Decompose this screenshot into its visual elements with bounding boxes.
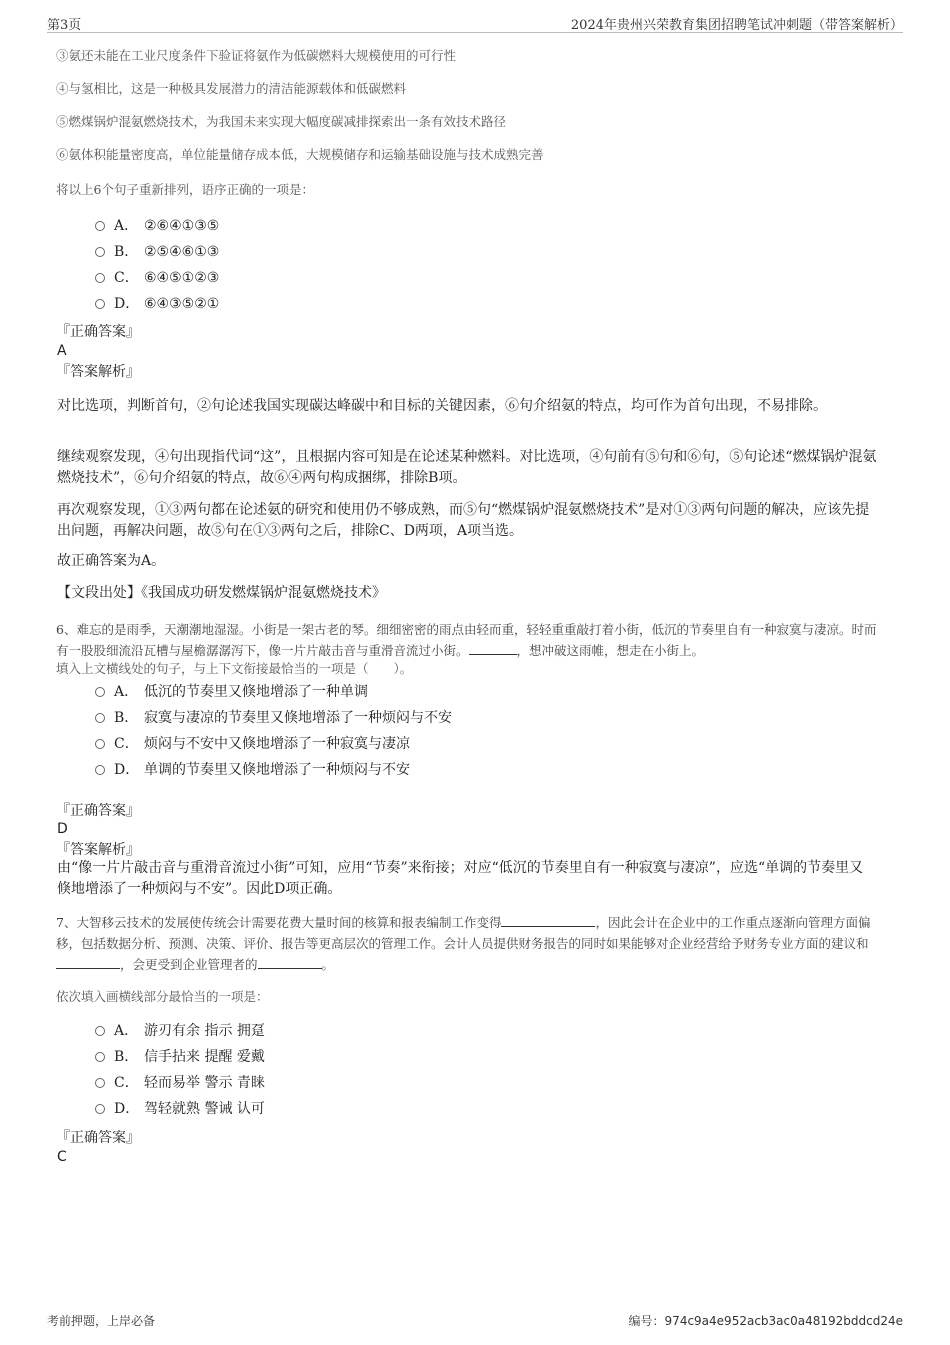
q6-option-b[interactable]: B． 寂寞与凄凉的节奏里又倏地增添了一种烦闷与不安 [95,708,452,728]
q7-option-a[interactable]: A． 游刃有余 指示 拥趸 [95,1021,265,1041]
document-code: 编号：974c9a4e952acb3ac0a48192bddcd24e [628,1314,903,1328]
radio-icon[interactable] [95,765,105,775]
radio-icon[interactable] [95,1026,105,1036]
radio-icon[interactable] [95,221,105,231]
q6-option-a[interactable]: A． 低沉的节奏里又倏地增添了一种单调 [95,682,368,702]
q5-sentence-4: ④与氢相比，这是一种极具发展潜力的清洁能源载体和低碳燃料 [56,81,407,96]
q5-option-b[interactable]: B． ②⑤④⑥①③ [95,242,219,262]
radio-icon[interactable] [95,1078,105,1088]
q7-blank-3 [258,955,322,969]
q5-answer: A [57,343,67,359]
document-title: 2024年贵州兴荣教育集团招聘笔试冲刺题（带答案解析） [570,18,903,33]
q7-stem: 7、大智移云技术的发展使传统会计需要花费大量时间的核算和报表编制工作变得 ，因此会计在企业中的工作重点逐渐向管理方面偏移，包括数据分析、预测、决策、评价、报告等更高层次的管理工作。会计人员提供财务报告的同时如果能够对企业经营给予财务专业方面的建议和，会更受到企业管理者的 。 [56,915,871,972]
radio-icon[interactable] [95,713,105,723]
q5-source: 【文段出处】《我国成功研发燃煤锅炉混氨燃烧技术》 [57,585,386,601]
q6-analysis: 由“像一片片敲击音与重滑音流过小街”可知，应用“节奏”来衔接；对应“低沉的节奏里自有一种寂寞与凄凉”，应选“单调的节奏里又倏地增添了一种烦闷与不安”。因此D项正确。 [57,860,864,897]
page-number: 第3页 [47,18,82,33]
radio-icon[interactable] [95,687,105,697]
q5-analysis-p4: 故正确答案为A。 [57,553,166,569]
q6-stem: 6、难忘的是雨季，天潮潮地湿湿。小街是一架古老的琴。细细密密的雨点由轻而重，轻轻重重敲打着小街，低沉的节奏里自有一种寂寞与凄凉。时而有一股股细流沿瓦槽与屋檐潺潺泻下，像一片片敲击音与重滑音流过小街。 ，想冲破这雨帷，想走在小街上。 [56,622,877,658]
q6-option-c[interactable]: C． 烦闷与不安中又倏地增添了一种寂寞与凄凉 [95,734,410,754]
q5-option-a[interactable]: A． ②⑥④①③⑤ [95,216,219,236]
header-divider [47,32,903,33]
q5-analysis-p1: 对比选项，判断首句，②句论述我国实现碳达峰碳中和目标的关键因素，⑥句介绍氨的特点，均可作为首句出现，不易排除。 [57,398,827,414]
q5-prompt: 将以上6个句子重新排列，语序正确的一项是： [56,182,314,197]
q6-answer-label: 『正确答案』 [56,803,140,819]
q5-answer-label: 『正确答案』 [56,324,140,340]
page-header [47,14,903,32]
q7-option-c[interactable]: C． 轻而易举 警示 青睐 [95,1073,265,1093]
q7-answer: C [57,1149,67,1165]
q5-analysis-label: 『答案解析』 [56,364,140,380]
q5-option-d[interactable]: D． ⑥④③⑤②① [95,294,219,314]
q5-option-c[interactable]: C． ⑥④⑤①②③ [95,268,219,288]
q7-prompt: 依次填入画横线部分最恰当的一项是： [56,989,269,1004]
q6-prompt: 填入上文横线处的句子，与上下文衔接最恰当的一项是（ ）。 [56,661,413,676]
radio-icon[interactable] [95,273,105,283]
radio-icon[interactable] [95,1052,105,1062]
q5-sentence-6: ⑥氨体积能量密度高，单位能量储存成本低，大规模储存和运输基础设施与技术成熟完善 [56,147,544,162]
radio-icon[interactable] [95,739,105,749]
q6-analysis-label: 『答案解析』 [56,842,140,858]
q7-option-b[interactable]: B． 信手拈来 提醒 爱戴 [95,1047,265,1067]
q7-blank-1 [501,913,595,927]
q6-blank [469,641,517,655]
radio-icon[interactable] [95,299,105,309]
q5-analysis-p2: 继续观察发现，④句出现指代词“这”，且根据内容可知是在论述某种燃料。对比选项，④句前有⑤句和⑥句，⑤句论述“燃煤锅炉混氨燃烧技术”，⑥句介绍氨的特点，故⑥④两句构成捆绑，排除B项。 [57,449,877,486]
q6-answer: D [57,821,68,837]
q7-answer-label: 『正确答案』 [56,1130,140,1146]
radio-icon[interactable] [95,1104,105,1114]
radio-icon[interactable] [95,247,105,257]
footer-slogan: 考前押题，上岸必备 [47,1314,156,1328]
q7-option-d[interactable]: D． 驾轻就熟 警诫 认可 [95,1099,265,1119]
q6-option-d[interactable]: D． 单调的节奏里又倏地增添了一种烦闷与不安 [95,760,410,780]
q7-blank-2 [56,955,120,969]
q5-sentence-5: ⑤燃煤锅炉混氨燃烧技术，为我国未来实现大幅度碳减排探索出一条有效技术路径 [56,114,507,129]
q5-analysis-p3: 再次观察发现，①③两句都在论述氨的研究和使用仍不够成熟，而⑤句“燃煤锅炉混氨燃烧技术”是对①③两句问题的解决，应该先提出问题，再解决问题，故⑤句在①③两句之后，排除C、D两项，A项当选。 [57,502,870,539]
q5-sentence-3: ③氨还未能在工业尺度条件下验证将氨作为低碳燃料大规模使用的可行性 [56,48,457,63]
